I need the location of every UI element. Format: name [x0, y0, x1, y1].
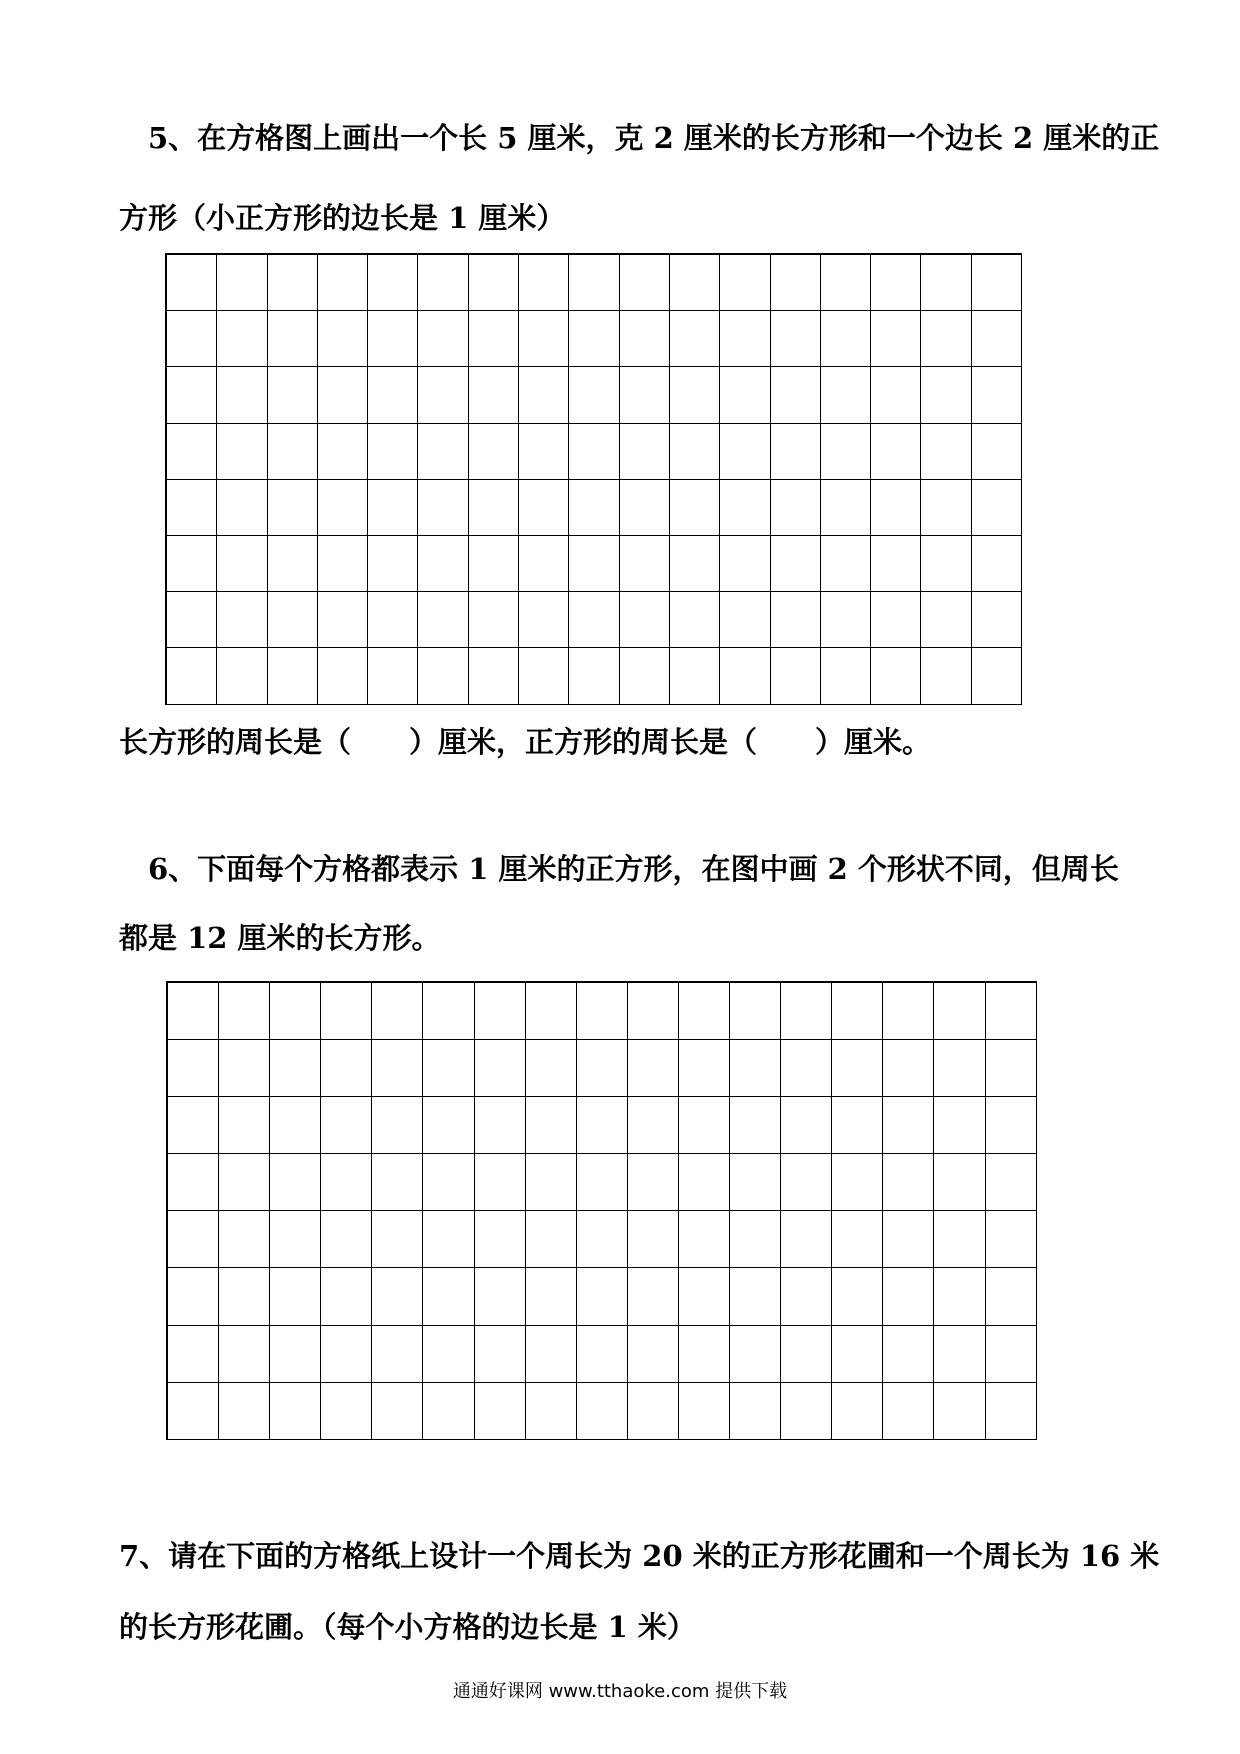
- grid-cell[interactable]: [832, 1040, 883, 1097]
- grid-cell[interactable]: [730, 1097, 781, 1154]
- grid-cell[interactable]: [934, 983, 985, 1040]
- grid-cell[interactable]: [628, 1211, 679, 1268]
- grid-cell[interactable]: [423, 983, 474, 1040]
- grid-cell[interactable]: [628, 1326, 679, 1383]
- grid-cell[interactable]: [821, 536, 871, 592]
- grid-cell[interactable]: [720, 536, 770, 592]
- grid-cell[interactable]: [670, 536, 720, 592]
- grid-cell[interactable]: [167, 648, 217, 704]
- grid-cell[interactable]: [475, 1097, 526, 1154]
- footer-source: 通通好课网 www.tthaoke.com 提供下载: [452, 1681, 788, 1702]
- grid-cell[interactable]: [321, 1326, 372, 1383]
- grid-cell[interactable]: [620, 480, 670, 536]
- grid-cell[interactable]: [620, 255, 670, 311]
- grid-cell[interactable]: [519, 311, 569, 367]
- grid-cell[interactable]: [219, 1154, 270, 1211]
- grid-cell[interactable]: [871, 480, 921, 536]
- grid-cell[interactable]: [921, 536, 971, 592]
- grid-cell[interactable]: [469, 311, 519, 367]
- grid-cell[interactable]: [771, 536, 821, 592]
- grid-cell[interactable]: [972, 480, 1022, 536]
- grid-cell[interactable]: [871, 536, 921, 592]
- grid-cell[interactable]: [730, 1211, 781, 1268]
- grid-cell[interactable]: [771, 311, 821, 367]
- grid-cell[interactable]: [519, 592, 569, 648]
- grid-cell[interactable]: [781, 1097, 832, 1154]
- grid-cell[interactable]: [418, 311, 468, 367]
- grid-cell[interactable]: [418, 367, 468, 423]
- grid-cell[interactable]: [368, 255, 418, 311]
- grid-cell[interactable]: [217, 536, 267, 592]
- grid-cell[interactable]: [469, 424, 519, 480]
- grid-cell[interactable]: [270, 1383, 321, 1440]
- grid-cell[interactable]: [270, 1326, 321, 1383]
- grid-cell[interactable]: [168, 1326, 219, 1383]
- grid-cell[interactable]: [679, 1154, 730, 1211]
- grid-cell[interactable]: [679, 1383, 730, 1440]
- grid-cell[interactable]: [526, 1211, 577, 1268]
- grid-cell[interactable]: [321, 1383, 372, 1440]
- grid-cell[interactable]: [577, 1268, 628, 1325]
- grid-cell[interactable]: [921, 311, 971, 367]
- grid-cell[interactable]: [679, 1097, 730, 1154]
- grid-cell[interactable]: [771, 480, 821, 536]
- grid-cell[interactable]: [168, 1383, 219, 1440]
- grid-cell[interactable]: [883, 983, 934, 1040]
- grid-cell[interactable]: [418, 592, 468, 648]
- grid-cell[interactable]: [321, 983, 372, 1040]
- grid-cell[interactable]: [423, 1268, 474, 1325]
- grid-cell[interactable]: [577, 1211, 628, 1268]
- grid-cell[interactable]: [318, 536, 368, 592]
- grid-cell[interactable]: [921, 424, 971, 480]
- grid-cell[interactable]: [168, 983, 219, 1040]
- grid-cell[interactable]: [423, 1097, 474, 1154]
- grid-cell[interactable]: [569, 367, 619, 423]
- grid-cell[interactable]: [569, 536, 619, 592]
- grid-cell[interactable]: [418, 648, 468, 704]
- grid-cell[interactable]: [986, 1040, 1037, 1097]
- grid-cell[interactable]: [934, 1268, 985, 1325]
- grid-cell[interactable]: [781, 983, 832, 1040]
- grid-cell[interactable]: [730, 1383, 781, 1440]
- grid-cell[interactable]: [217, 311, 267, 367]
- grid-cell[interactable]: [372, 1040, 423, 1097]
- grid-cell[interactable]: [217, 592, 267, 648]
- grid-cell[interactable]: [526, 1040, 577, 1097]
- grid-cell[interactable]: [821, 367, 871, 423]
- grid-cell[interactable]: [423, 1211, 474, 1268]
- grid-cell[interactable]: [423, 1154, 474, 1211]
- grid-cell[interactable]: [921, 367, 971, 423]
- q6-grid[interactable]: [166, 981, 1037, 1440]
- grid-cell[interactable]: [368, 648, 418, 704]
- grid-cell[interactable]: [730, 1268, 781, 1325]
- grid-cell[interactable]: [934, 1040, 985, 1097]
- grid-cell[interactable]: [986, 1097, 1037, 1154]
- grid-cell[interactable]: [986, 983, 1037, 1040]
- grid-cell[interactable]: [167, 536, 217, 592]
- grid-cell[interactable]: [372, 1268, 423, 1325]
- grid-cell[interactable]: [679, 1211, 730, 1268]
- grid-cell[interactable]: [986, 1211, 1037, 1268]
- grid-cell[interactable]: [469, 255, 519, 311]
- grid-cell[interactable]: [569, 311, 619, 367]
- grid-cell[interactable]: [270, 1097, 321, 1154]
- grid-cell[interactable]: [519, 367, 569, 423]
- grid-cell[interactable]: [972, 255, 1022, 311]
- grid-cell[interactable]: [168, 1040, 219, 1097]
- grid-cell[interactable]: [318, 424, 368, 480]
- grid-cell[interactable]: [569, 648, 619, 704]
- grid-cell[interactable]: [475, 983, 526, 1040]
- grid-cell[interactable]: [771, 424, 821, 480]
- grid-cell[interactable]: [270, 1268, 321, 1325]
- grid-cell[interactable]: [628, 1268, 679, 1325]
- grid-cell[interactable]: [821, 255, 871, 311]
- grid-cell[interactable]: [679, 1040, 730, 1097]
- grid-cell[interactable]: [569, 255, 619, 311]
- grid-cell[interactable]: [526, 1097, 577, 1154]
- grid-cell[interactable]: [986, 1154, 1037, 1211]
- grid-cell[interactable]: [771, 648, 821, 704]
- grid-cell[interactable]: [168, 1154, 219, 1211]
- q7-text-line2: 的长方形花圃。（每个小方格的边长是 1 米）: [119, 1610, 696, 1644]
- grid-cell[interactable]: [620, 648, 670, 704]
- grid-cell[interactable]: [368, 424, 418, 480]
- grid-cell[interactable]: [883, 1211, 934, 1268]
- grid-cell[interactable]: [270, 1154, 321, 1211]
- grid-cell[interactable]: [217, 255, 267, 311]
- grid-cell[interactable]: [832, 1154, 883, 1211]
- grid-cell[interactable]: [268, 480, 318, 536]
- grid-cell[interactable]: [986, 1326, 1037, 1383]
- grid-cell[interactable]: [167, 424, 217, 480]
- grid-cell[interactable]: [321, 1097, 372, 1154]
- grid-cell[interactable]: [321, 1040, 372, 1097]
- grid-cell[interactable]: [219, 1326, 270, 1383]
- grid-cell[interactable]: [921, 592, 971, 648]
- grid-cell[interactable]: [368, 480, 418, 536]
- grid-cell[interactable]: [167, 480, 217, 536]
- grid-cell[interactable]: [832, 1268, 883, 1325]
- grid-cell[interactable]: [934, 1383, 985, 1440]
- grid-cell[interactable]: [670, 424, 720, 480]
- grid-cell[interactable]: [270, 1211, 321, 1268]
- grid-cell[interactable]: [167, 255, 217, 311]
- grid-cell[interactable]: [771, 592, 821, 648]
- grid-cell[interactable]: [921, 255, 971, 311]
- grid-cell[interactable]: [475, 1154, 526, 1211]
- grid-cell[interactable]: [832, 1097, 883, 1154]
- grid-cell[interactable]: [972, 536, 1022, 592]
- grid-cell[interactable]: [628, 1040, 679, 1097]
- grid-cell[interactable]: [268, 592, 318, 648]
- grid-cell[interactable]: [720, 311, 770, 367]
- grid-cell[interactable]: [720, 592, 770, 648]
- grid-cell[interactable]: [972, 592, 1022, 648]
- grid-cell[interactable]: [871, 255, 921, 311]
- grid-cell[interactable]: [934, 1211, 985, 1268]
- grid-cell[interactable]: [670, 255, 720, 311]
- grid-cell[interactable]: [821, 480, 871, 536]
- grid-cell[interactable]: [781, 1268, 832, 1325]
- grid-cell[interactable]: [519, 424, 569, 480]
- grid-cell[interactable]: [372, 1154, 423, 1211]
- grid-cell[interactable]: [519, 255, 569, 311]
- grid-cell[interactable]: [318, 480, 368, 536]
- grid-cell[interactable]: [321, 1154, 372, 1211]
- grid-cell[interactable]: [730, 1326, 781, 1383]
- grid-cell[interactable]: [577, 1097, 628, 1154]
- grid-cell[interactable]: [832, 1211, 883, 1268]
- grid-cell[interactable]: [217, 648, 267, 704]
- grid-cell[interactable]: [620, 367, 670, 423]
- grid-cell[interactable]: [781, 1383, 832, 1440]
- grid-cell[interactable]: [475, 1040, 526, 1097]
- grid-cell[interactable]: [972, 311, 1022, 367]
- grid-cell[interactable]: [883, 1097, 934, 1154]
- grid-cell[interactable]: [628, 1097, 679, 1154]
- grid-cell[interactable]: [577, 983, 628, 1040]
- grid-cell[interactable]: [372, 1211, 423, 1268]
- grid-cell[interactable]: [268, 648, 318, 704]
- grid-cell[interactable]: [720, 367, 770, 423]
- grid-cell[interactable]: [883, 1326, 934, 1383]
- grid-cell[interactable]: [268, 367, 318, 423]
- grid-cell[interactable]: [423, 1040, 474, 1097]
- grid-cell[interactable]: [628, 983, 679, 1040]
- grid-cell[interactable]: [526, 983, 577, 1040]
- grid-cell[interactable]: [972, 648, 1022, 704]
- grid-cell[interactable]: [871, 367, 921, 423]
- grid-cell[interactable]: [720, 648, 770, 704]
- grid-cell[interactable]: [519, 648, 569, 704]
- grid-cell[interactable]: [469, 536, 519, 592]
- grid-cell[interactable]: [268, 311, 318, 367]
- grid-cell[interactable]: [526, 1383, 577, 1440]
- grid-cell[interactable]: [670, 367, 720, 423]
- grid-cell[interactable]: [986, 1268, 1037, 1325]
- grid-cell[interactable]: [620, 424, 670, 480]
- grid-cell[interactable]: [871, 648, 921, 704]
- grid-cell[interactable]: [569, 592, 619, 648]
- grid-cell[interactable]: [368, 311, 418, 367]
- grid-cell[interactable]: [720, 255, 770, 311]
- grid-cell[interactable]: [771, 255, 821, 311]
- grid-cell[interactable]: [372, 1326, 423, 1383]
- grid-cell[interactable]: [821, 592, 871, 648]
- grid-cell[interactable]: [469, 592, 519, 648]
- grid-cell[interactable]: [620, 536, 670, 592]
- grid-cell[interactable]: [318, 367, 368, 423]
- q7-text-line1: 7、请在下面的方格纸上设计一个周长为 20 米的正方形花圃和一个周长为 16 米: [119, 1539, 1160, 1573]
- grid-cell[interactable]: [883, 1154, 934, 1211]
- grid-cell[interactable]: [730, 983, 781, 1040]
- grid-cell[interactable]: [219, 1383, 270, 1440]
- grid-cell[interactable]: [972, 367, 1022, 423]
- grid-cell[interactable]: [871, 424, 921, 480]
- grid-cell[interactable]: [670, 592, 720, 648]
- grid-cell[interactable]: [986, 1383, 1037, 1440]
- grid-cell[interactable]: [268, 424, 318, 480]
- grid-cell[interactable]: [577, 1040, 628, 1097]
- grid-cell[interactable]: [219, 1268, 270, 1325]
- grid-cell[interactable]: [883, 1268, 934, 1325]
- q5-grid[interactable]: [165, 253, 1022, 705]
- grid-cell[interactable]: [821, 648, 871, 704]
- grid-cell[interactable]: [219, 1097, 270, 1154]
- grid-cell[interactable]: [519, 480, 569, 536]
- grid-cell[interactable]: [730, 1040, 781, 1097]
- grid-cell[interactable]: [620, 592, 670, 648]
- grid-cell[interactable]: [475, 1326, 526, 1383]
- grid-cell[interactable]: [883, 1040, 934, 1097]
- grid-cell[interactable]: [921, 480, 971, 536]
- grid-cell[interactable]: [569, 480, 619, 536]
- grid-cell[interactable]: [934, 1154, 985, 1211]
- grid-cell[interactable]: [167, 592, 217, 648]
- grid-cell[interactable]: [217, 424, 267, 480]
- grid-cell[interactable]: [321, 1211, 372, 1268]
- grid-cell[interactable]: [475, 1383, 526, 1440]
- grid-cell[interactable]: [526, 1154, 577, 1211]
- grid-cell[interactable]: [318, 648, 368, 704]
- grid-cell[interactable]: [679, 983, 730, 1040]
- grid-cell[interactable]: [620, 311, 670, 367]
- grid-cell[interactable]: [883, 1383, 934, 1440]
- grid-cell[interactable]: [670, 480, 720, 536]
- grid-cell[interactable]: [423, 1383, 474, 1440]
- grid-cell[interactable]: [832, 1383, 883, 1440]
- grid-cell[interactable]: [368, 536, 418, 592]
- grid-cell[interactable]: [268, 255, 318, 311]
- grid-cell[interactable]: [423, 1326, 474, 1383]
- grid-cell[interactable]: [270, 1040, 321, 1097]
- grid-cell[interactable]: [972, 424, 1022, 480]
- grid-cell[interactable]: [569, 424, 619, 480]
- grid-cell[interactable]: [217, 367, 267, 423]
- grid-cell[interactable]: [934, 1097, 985, 1154]
- q6-text-line2: 都是 12 厘米的长方形。: [119, 921, 441, 955]
- grid-cell[interactable]: [418, 536, 468, 592]
- grid-cell[interactable]: [167, 311, 217, 367]
- grid-cell[interactable]: [821, 424, 871, 480]
- grid-cell[interactable]: [268, 536, 318, 592]
- grid-cell[interactable]: [475, 1211, 526, 1268]
- grid-cell[interactable]: [526, 1326, 577, 1383]
- grid-cell[interactable]: [679, 1268, 730, 1325]
- grid-cell[interactable]: [821, 311, 871, 367]
- grid-cell[interactable]: [771, 367, 821, 423]
- grid-cell[interactable]: [577, 1383, 628, 1440]
- grid-cell[interactable]: [720, 480, 770, 536]
- grid-cell[interactable]: [781, 1154, 832, 1211]
- grid-cell[interactable]: [368, 592, 418, 648]
- grid-cell[interactable]: [168, 1268, 219, 1325]
- grid-cell[interactable]: [628, 1154, 679, 1211]
- grid-cell[interactable]: [670, 311, 720, 367]
- grid-cell[interactable]: [871, 592, 921, 648]
- grid-cell[interactable]: [418, 424, 468, 480]
- grid-cell[interactable]: [934, 1326, 985, 1383]
- grid-cell[interactable]: [418, 480, 468, 536]
- grid-cell[interactable]: [720, 424, 770, 480]
- grid-cell[interactable]: [321, 1268, 372, 1325]
- grid-cell[interactable]: [475, 1268, 526, 1325]
- grid-cell[interactable]: [318, 311, 368, 367]
- grid-cell[interactable]: [832, 983, 883, 1040]
- grid-cell[interactable]: [372, 1097, 423, 1154]
- grid-cell[interactable]: [577, 1326, 628, 1383]
- q6-text-line1: 6、下面每个方格都表示 1 厘米的正方形，在图中画 2 个形状不同，但周长: [148, 852, 1119, 886]
- grid-cell[interactable]: [921, 648, 971, 704]
- grid-cell[interactable]: [781, 1040, 832, 1097]
- grid-cell[interactable]: [168, 1097, 219, 1154]
- grid-cell[interactable]: [318, 592, 368, 648]
- grid-cell[interactable]: [368, 367, 418, 423]
- grid-cell[interactable]: [781, 1211, 832, 1268]
- grid-cell[interactable]: [832, 1326, 883, 1383]
- grid-cell[interactable]: [469, 367, 519, 423]
- grid-cell[interactable]: [168, 1211, 219, 1268]
- grid-cell[interactable]: [670, 648, 720, 704]
- grid-cell[interactable]: [469, 480, 519, 536]
- grid-cell[interactable]: [219, 983, 270, 1040]
- q5-answer-line: 长方形的周长是（ ）厘米，正方形的周长是（ ）厘米。: [119, 725, 932, 759]
- grid-cell[interactable]: [730, 1154, 781, 1211]
- grid-cell[interactable]: [628, 1383, 679, 1440]
- grid-cell[interactable]: [871, 311, 921, 367]
- grid-cell[interactable]: [526, 1268, 577, 1325]
- grid-cell[interactable]: [679, 1326, 730, 1383]
- grid-cell[interactable]: [372, 1383, 423, 1440]
- grid-cell[interactable]: [372, 983, 423, 1040]
- grid-cell[interactable]: [217, 480, 267, 536]
- q5-text-line1: 5、在方格图上画出一个长 5 厘米，克 2 厘米的长方形和一个边长 2 厘米的正: [148, 121, 1160, 155]
- grid-cell[interactable]: [469, 648, 519, 704]
- grid-cell[interactable]: [219, 1040, 270, 1097]
- grid-cell[interactable]: [781, 1326, 832, 1383]
- grid-cell[interactable]: [270, 983, 321, 1040]
- grid-cell[interactable]: [167, 367, 217, 423]
- grid-cell[interactable]: [318, 255, 368, 311]
- q5-text-line2: 方形（小正方形的边长是 1 厘米）: [119, 201, 566, 235]
- grid-cell[interactable]: [418, 255, 468, 311]
- grid-cell[interactable]: [519, 536, 569, 592]
- grid-cell[interactable]: [219, 1211, 270, 1268]
- grid-cell[interactable]: [577, 1154, 628, 1211]
